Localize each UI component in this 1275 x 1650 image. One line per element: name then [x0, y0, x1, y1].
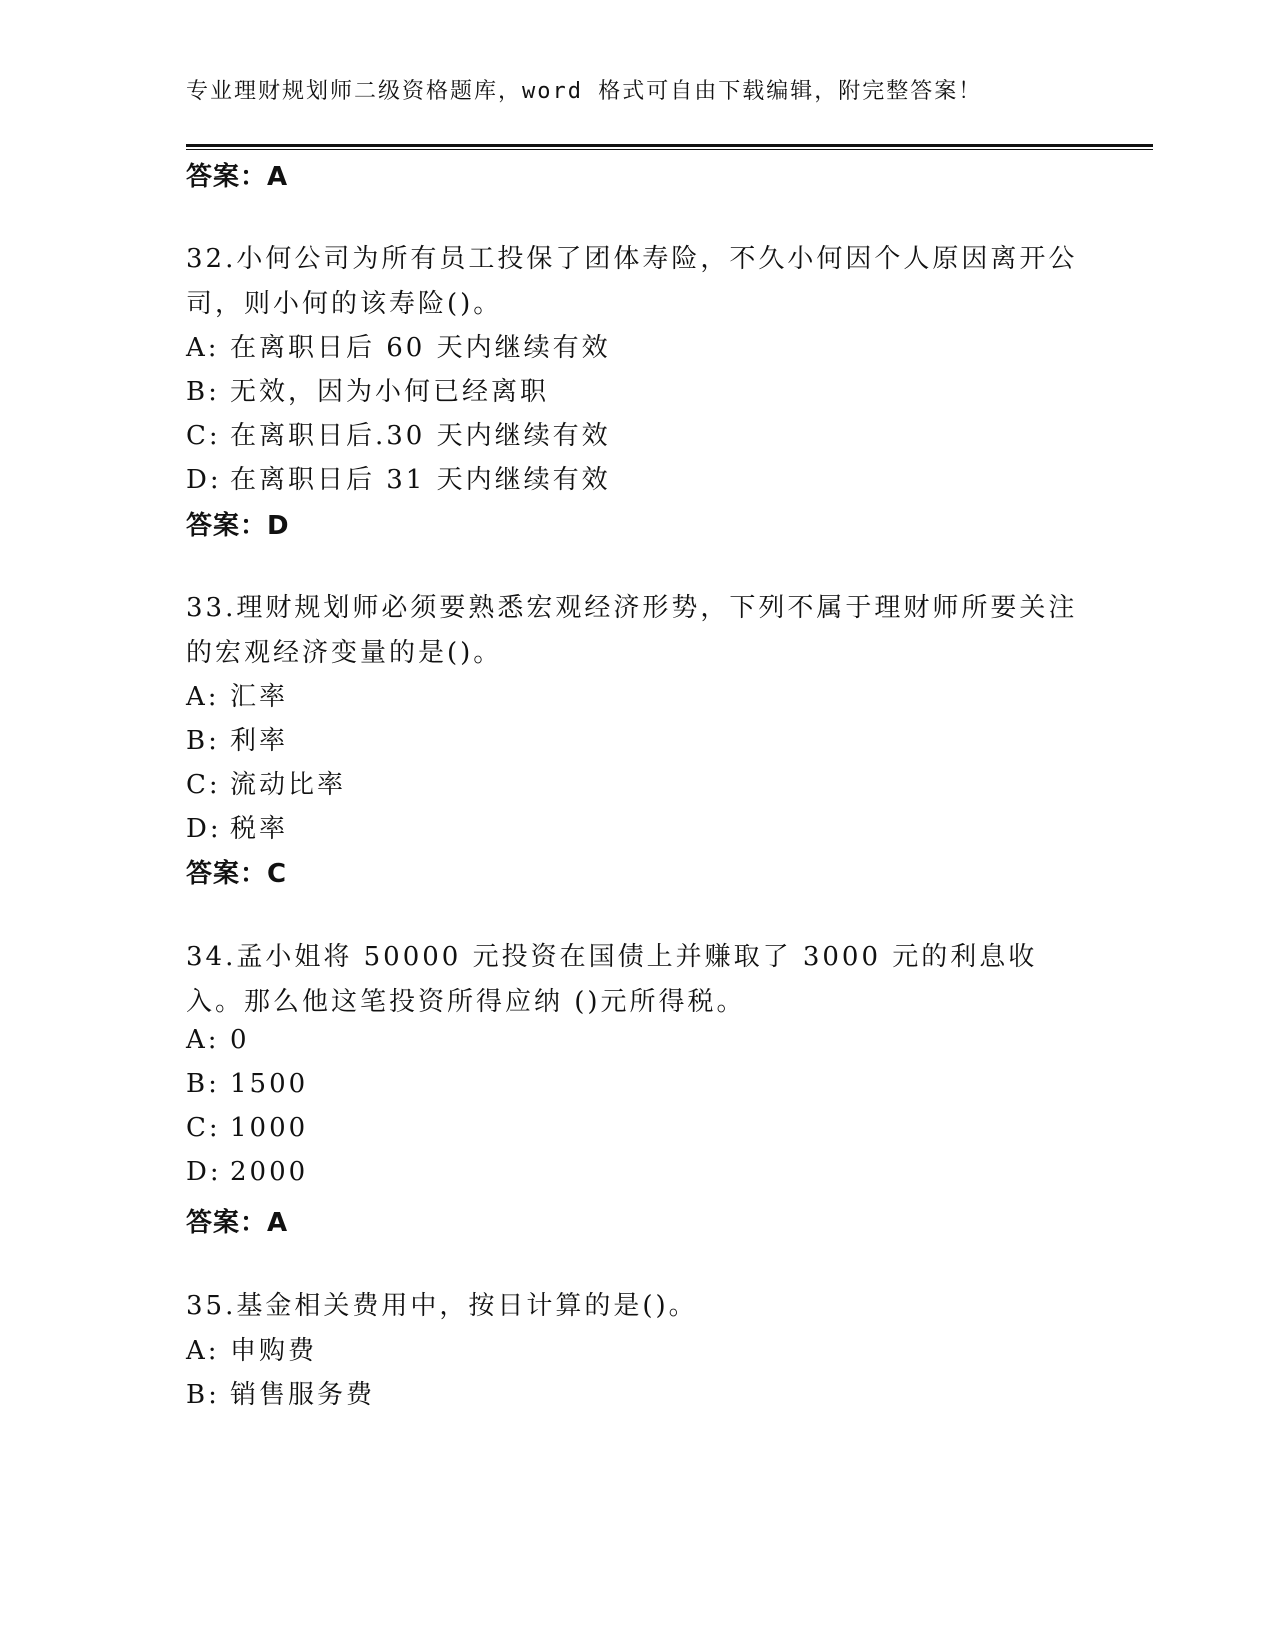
option-key: C:	[186, 421, 221, 451]
option-key: A:	[186, 333, 220, 363]
option-item	[186, 1113, 308, 1143]
option-key: B:	[186, 726, 220, 756]
option-item	[186, 459, 611, 496]
option-item	[186, 415, 611, 452]
option-item	[186, 764, 346, 801]
question-text: 34.孟小姐将 50000 元投资在国债上并赚取了 3000 元的利息收入。那么他这笔投资所得应纳 ()元所得税。	[186, 942, 1038, 1017]
option-text: 0	[230, 1025, 250, 1055]
header-rule	[186, 144, 1153, 147]
question-text: 32.小何公司为所有员工投保了团体寿险，不久小何因个人原因离开公司，则小何的该寿险()。	[186, 244, 1078, 319]
header-note: 专业理财规划师二级资格题库，word 格式可自由下载编辑，附完整答案！	[186, 79, 983, 104]
option-key: D:	[186, 1157, 222, 1187]
option-text: 汇率	[230, 682, 289, 712]
option-key: B:	[186, 1069, 220, 1099]
option-item	[186, 371, 549, 408]
option-key: D:	[186, 814, 222, 844]
option-item	[186, 1157, 308, 1187]
option-text: 无效，因为小何已经离职	[230, 377, 550, 407]
option-text: 流动比率	[230, 770, 347, 800]
option-item	[186, 1069, 308, 1099]
answer-line: 答案：A	[186, 1208, 289, 1238]
option-text: 1000	[230, 1113, 309, 1143]
option-item	[186, 808, 288, 845]
option-key: B:	[186, 1380, 220, 1410]
option-text: 利率	[230, 726, 289, 756]
option-text: 销售服务费	[230, 1380, 376, 1410]
question-text: 35.基金相关费用中，按日计算的是()。	[186, 1291, 698, 1321]
header-rule-thin	[186, 149, 1153, 150]
option-item	[186, 1374, 375, 1411]
option-key: B:	[186, 377, 220, 407]
answer-line: 答案：A	[186, 162, 289, 192]
answer-line: 答案：C	[186, 859, 288, 889]
option-text: 在离职日后 31 天内继续有效	[230, 465, 611, 495]
question-text: 33.理财规划师必须要熟悉宏观经济形势，下列不属于理财师所要关注的宏观经济变量的是()。	[186, 593, 1078, 668]
option-key: C:	[186, 1113, 221, 1143]
option-key: D:	[186, 465, 222, 495]
option-item	[186, 327, 611, 364]
option-text: 1500	[230, 1069, 309, 1099]
option-key: C:	[186, 770, 221, 800]
option-text: 税率	[230, 814, 289, 844]
option-item	[186, 676, 288, 713]
option-text: 申购费	[230, 1336, 318, 1366]
answer-line: 答案：D	[186, 511, 290, 541]
option-item	[186, 1025, 250, 1055]
option-item	[186, 1330, 317, 1367]
option-item	[186, 720, 288, 757]
option-text: 在离职日后 60 天内继续有效	[230, 333, 611, 363]
option-key: A:	[186, 1025, 220, 1055]
option-key: A:	[186, 1336, 220, 1366]
option-key: A:	[186, 682, 220, 712]
option-text: 2000	[230, 1157, 309, 1187]
option-text: 在离职日后.30 天内继续有效	[230, 421, 611, 451]
